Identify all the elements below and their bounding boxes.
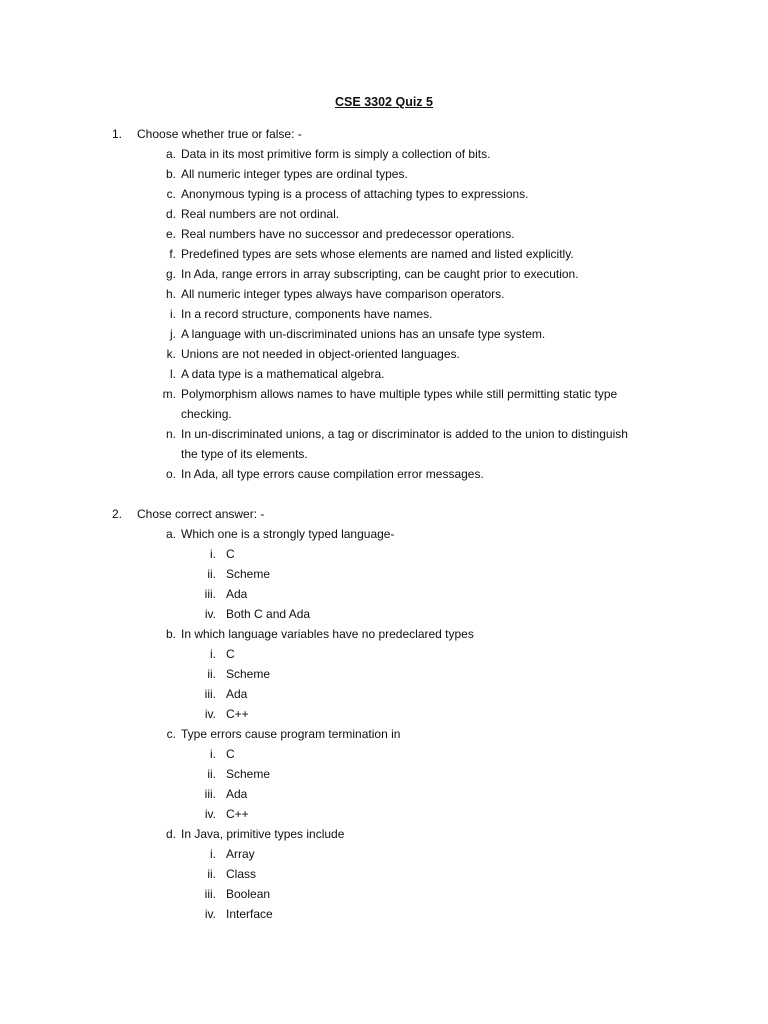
- item-letter: c.: [166, 727, 176, 741]
- item-letter: b.: [165, 627, 176, 641]
- option-numeral: i.: [210, 747, 216, 761]
- question-text: Chose correct answer: -: [137, 507, 265, 521]
- option-text: Interface: [226, 907, 273, 921]
- statement-line: Unions are not needed in object-oriented languages.: [181, 347, 460, 361]
- item-letter: i.: [170, 307, 176, 321]
- statement-line: checking.: [181, 407, 232, 421]
- sub-question-text: Which one is a strongly typed language-: [181, 527, 395, 541]
- statement-line: A data type is a mathematical algebra.: [181, 367, 385, 381]
- statement-line: All numeric integer types are ordinal types.: [181, 167, 408, 181]
- option-text: Array: [226, 847, 255, 861]
- item-letter: e.: [165, 227, 176, 241]
- item-letter: j.: [170, 327, 176, 341]
- statement-line: In un-discriminated unions, a tag or discriminator is added to the union to distinguish: [181, 427, 628, 441]
- statement-line: Real numbers are not ordinal.: [181, 207, 340, 221]
- item-letter: n.: [165, 427, 176, 441]
- option-numeral: ii.: [207, 767, 216, 781]
- statement-line: In Ada, all type errors cause compilation error messages.: [181, 467, 484, 481]
- option-text: Class: [226, 867, 257, 881]
- option-text: C: [226, 547, 235, 561]
- sub-question-text: In Java, primitive types include: [181, 827, 345, 841]
- option-text: Scheme: [226, 567, 271, 581]
- option-text: C: [226, 647, 235, 661]
- option-numeral: ii.: [207, 667, 216, 681]
- statement-line: In Ada, range errors in array subscripting, can be caught prior to execution.: [181, 267, 579, 281]
- option-text: C: [226, 747, 235, 761]
- statement-line: Anonymous typing is a process of attaching types to expressions.: [181, 187, 529, 201]
- option-text: Ada: [226, 687, 248, 701]
- option-text: Scheme: [226, 767, 271, 781]
- item-letter: g.: [165, 267, 176, 281]
- statement-line: A language with un-discriminated unions has an unsafe type system.: [181, 327, 546, 341]
- statement-line: In a record structure, components have names.: [181, 307, 433, 321]
- option-numeral: iii.: [204, 787, 216, 801]
- item-letter: m.: [162, 387, 176, 401]
- option-text: Ada: [226, 787, 248, 801]
- statement-line: Real numbers have no successor and predecessor operations.: [181, 227, 515, 241]
- item-letter: a.: [165, 147, 176, 161]
- option-text: C++: [226, 707, 249, 721]
- option-numeral: iv.: [204, 807, 216, 821]
- option-numeral: ii.: [207, 867, 216, 881]
- option-text: C++: [226, 807, 249, 821]
- option-numeral: iii.: [204, 687, 216, 701]
- page-title: CSE 3302 Quiz 5: [335, 95, 433, 109]
- item-letter: b.: [165, 167, 176, 181]
- item-letter: d.: [165, 827, 176, 841]
- statement-line: Data in its most primitive form is simply a collection of bits.: [181, 147, 491, 161]
- sub-question-text: Type errors cause program termination in: [181, 727, 401, 741]
- sub-question-text: In which language variables have no predeclared types: [181, 627, 474, 641]
- item-letter: k.: [166, 347, 176, 361]
- item-letter: d.: [165, 207, 176, 221]
- option-numeral: i.: [210, 847, 216, 861]
- item-letter: l.: [170, 367, 176, 381]
- statement-line: All numeric integer types always have comparison operators.: [181, 287, 505, 301]
- item-letter: o.: [165, 467, 176, 481]
- option-text: Boolean: [226, 887, 271, 901]
- statement-line: the type of its elements.: [181, 447, 308, 461]
- statement-line: Polymorphism allows names to have multiple types while still permitting static type: [181, 387, 618, 401]
- option-numeral: i.: [210, 647, 216, 661]
- question-text: Choose whether true or false: -: [137, 127, 302, 141]
- option-numeral: ii.: [207, 567, 216, 581]
- item-letter: h.: [165, 287, 176, 301]
- item-letter: a.: [165, 527, 176, 541]
- option-numeral: iv.: [204, 907, 216, 921]
- option-text: Both C and Ada: [226, 607, 311, 621]
- question-number: 1.: [112, 127, 123, 141]
- option-text: Scheme: [226, 667, 271, 681]
- option-numeral: iv.: [204, 607, 216, 621]
- option-text: Ada: [226, 587, 248, 601]
- item-letter: c.: [166, 187, 176, 201]
- option-numeral: iii.: [204, 587, 216, 601]
- option-numeral: iv.: [204, 707, 216, 721]
- option-numeral: iii.: [204, 887, 216, 901]
- question-number: 2.: [112, 507, 123, 521]
- item-letter: f.: [169, 247, 176, 261]
- statement-line: Predefined types are sets whose elements are named and listed explicitly.: [181, 247, 574, 261]
- option-numeral: i.: [210, 547, 216, 561]
